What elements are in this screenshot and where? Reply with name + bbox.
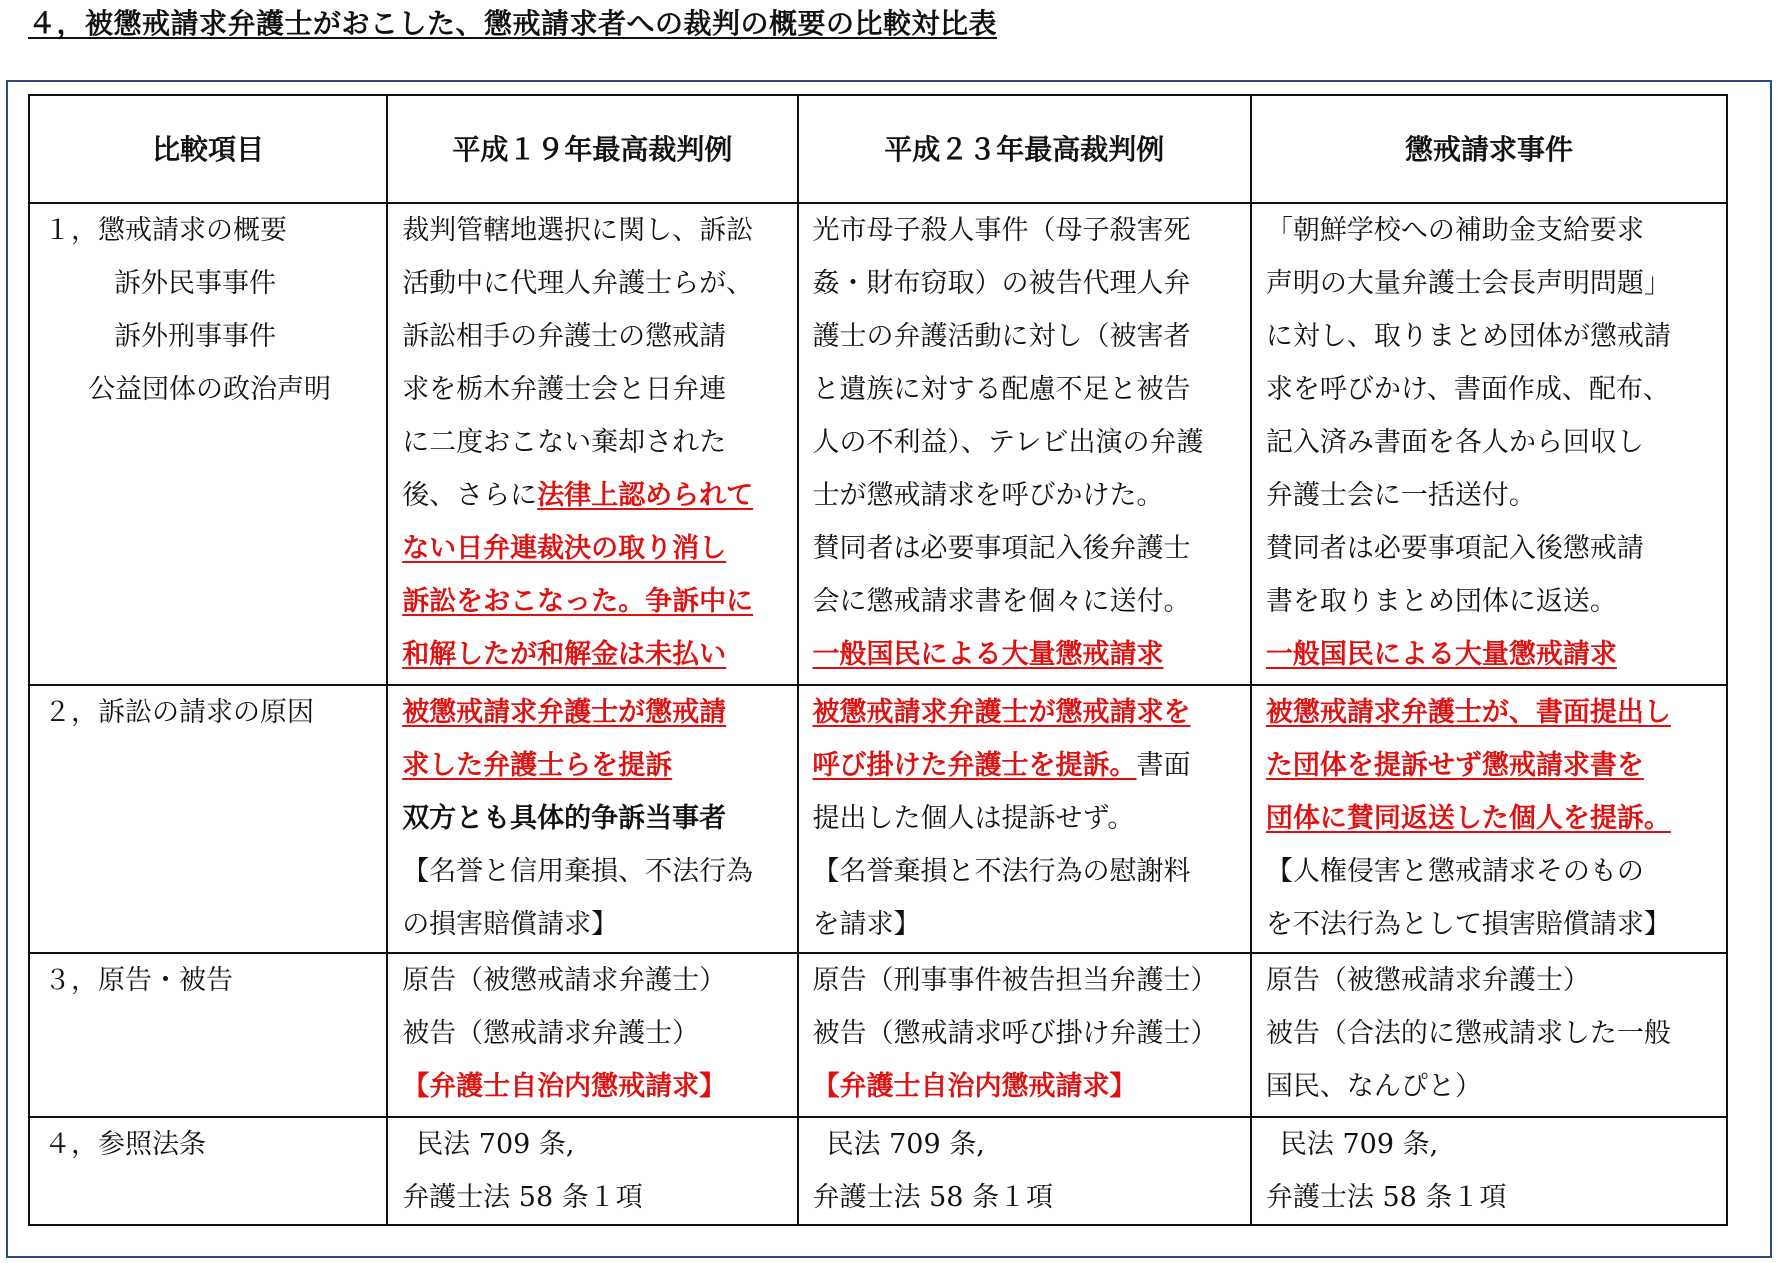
highlight-text: ない日弁連裁決の取り消し: [402, 533, 727, 564]
highlight-text: 一般国民による大量懲戒請求: [1265, 639, 1617, 670]
cell-line: 求を栃木弁護士会と日弁連: [402, 374, 727, 405]
cell-h23: [798, 203, 1251, 685]
cell-line: 「朝鮮学校への補助金支給要求: [1265, 215, 1644, 246]
cell-line: 【名誉棄損と不法行為の慰謝料: [812, 856, 1191, 887]
cell-line: 原告（刑事事件被告担当弁護士）: [812, 965, 1218, 996]
cell-line: 【人権侵害と懲戒請求そのもの: [1265, 856, 1644, 887]
cell-line: 書を取りまとめ団体に返送。: [1265, 586, 1617, 617]
cell-line: 記入済み書面を各人から回収し: [1265, 427, 1644, 458]
table-row: [29, 685, 1727, 953]
cell-line: 護士の弁護活動に対し（被害者: [812, 321, 1191, 352]
cell-disciplinary: [1251, 1117, 1727, 1225]
cell-line: 賛同者は必要事項記入後懲戒請: [1265, 533, 1644, 564]
cell-line: の損害賠償請求】: [402, 909, 619, 940]
row-sublabel: 公益団体の政治声明: [88, 374, 331, 405]
cell-h23: [798, 1117, 1251, 1225]
cell-line: 原告（被懲戒請求弁護士）: [402, 965, 727, 996]
row-label-cell: [29, 953, 387, 1117]
cell-h23: [798, 685, 1251, 953]
cell-text: 書面: [1136, 750, 1191, 781]
cell-line: に二度おこない棄却された: [402, 427, 727, 458]
cell-text: 後、さらに: [402, 480, 538, 511]
header-comparison-item: 比較項目: [29, 95, 387, 203]
row-sublabel: 訴外民事事件: [114, 268, 276, 299]
cell-line: 人の不利益）、テレビ出演の弁護: [812, 427, 1204, 458]
row-label: ２，訴訟の請求の原因: [44, 697, 314, 728]
cell-line: 民法 709 条,: [826, 1129, 985, 1160]
cell-h23: [798, 953, 1251, 1117]
highlight-text: 被懲戒請求弁護士が懲戒請求を: [812, 697, 1191, 728]
cell-line: 原告（被懲戒請求弁護士）: [1265, 965, 1590, 996]
cell-line: 活動中に代理人弁護士らが、: [402, 268, 754, 299]
cell-line: 賛同者は必要事項記入後弁護士: [812, 533, 1191, 564]
header-h23-ruling: 平成２３年最高裁判例: [798, 95, 1251, 203]
cell-disciplinary: [1251, 953, 1727, 1117]
page-title: ４，被懲戒請求弁護士がおこした、懲戒請求者への裁判の概要の比較対比表: [28, 7, 998, 40]
cell-line: 被告（懲戒請求弁護士）: [402, 1018, 700, 1049]
cell-disciplinary: [1251, 685, 1727, 953]
row-label-cell: [29, 203, 387, 685]
cell-line: に対し、取りまとめ団体が懲戒請: [1265, 321, 1671, 352]
cell-line: 【名誉と信用棄損、不法行為: [402, 856, 754, 887]
highlight-text: 呼び掛けた弁護士を提訴。: [812, 750, 1137, 781]
cell-line: 会に懲戒請求書を個々に送付。: [812, 586, 1191, 617]
cell-line: 弁護士法 58 条１項: [1265, 1182, 1507, 1213]
cell-line: 弁護士会に一括送付。: [1265, 480, 1536, 511]
cell-line: 国民、なんぴと）: [1265, 1071, 1482, 1102]
table-header-row: [29, 95, 1727, 203]
cell-line: 光市母子殺人事件（母子殺害死: [812, 215, 1191, 246]
highlight-text: 訴訟をおこなった。争訴中に: [402, 586, 754, 617]
cell-h19: [387, 685, 797, 953]
cell-line: 声明の大量弁護士会長声明問題」: [1265, 268, 1671, 299]
highlight-text: 被懲戒請求弁護士が懲戒請: [402, 697, 727, 728]
cell-line: [402, 469, 788, 522]
row-label-cell: [29, 1117, 387, 1225]
cell-line: を請求】: [812, 909, 921, 940]
highlight-text: 団体に賛同返送した個人を提訴。: [1265, 803, 1671, 834]
highlight-text: 法律上認められて: [537, 480, 754, 511]
cell-line: 民法 709 条,: [416, 1129, 575, 1160]
cell-line-bold: 双方とも具体的争訴当事者: [402, 803, 727, 834]
highlight-text: 【弁護士自治内懲戒請求】: [812, 1071, 1137, 1102]
cell-line: 訴訟相手の弁護士の懲戒請: [402, 321, 727, 352]
cell-line: 弁護士法 58 条１項: [402, 1182, 643, 1213]
row-label: １，懲戒請求の概要: [44, 215, 287, 246]
highlight-text: 一般国民による大量懲戒請求: [812, 639, 1164, 670]
header-h19-ruling: 平成１９年最高裁判例: [387, 95, 797, 203]
row-label: ４，参照法条: [44, 1129, 206, 1160]
highlight-text: た団体を提訴せず懲戒請求書を: [1265, 750, 1644, 781]
highlight-text: 被懲戒請求弁護士が、書面提出し: [1265, 697, 1671, 728]
cell-h19: [387, 203, 797, 685]
cell-line: 裁判管轄地選択に関し、訴訟: [402, 215, 754, 246]
cell-line: と遺族に対する配慮不足と被告: [812, 374, 1191, 405]
row-sublabel: 訴外刑事事件: [114, 321, 276, 352]
cell-disciplinary: [1251, 203, 1727, 685]
table-row: [29, 203, 1727, 685]
cell-line: 姦・財布窃取）の被告代理人弁: [812, 268, 1191, 299]
cell-line: 被告（合法的に懲戒請求した一般: [1265, 1018, 1671, 1049]
cell-line: 求を呼びかけ、書面作成、配布、: [1265, 374, 1670, 405]
highlight-text: 和解したが和解金は未払い: [402, 639, 727, 670]
highlight-text: 【弁護士自治内懲戒請求】: [402, 1071, 727, 1102]
table-row: [29, 1117, 1727, 1225]
cell-line: 提出した個人は提訴せず。: [812, 803, 1135, 834]
cell-h19: [387, 953, 797, 1117]
cell-h19: [387, 1117, 797, 1225]
highlight-text: 求した弁護士らを提訴: [402, 750, 673, 781]
row-label: ３，原告・被告: [44, 965, 233, 996]
cell-line: 士が懲戒請求を呼びかけた。: [812, 480, 1164, 511]
comparison-table: [28, 94, 1728, 1226]
table-row: [29, 953, 1727, 1117]
cell-line: を不法行為として損害賠償請求】: [1265, 909, 1671, 940]
row-label-cell: [29, 685, 387, 953]
cell-line: 弁護士法 58 条１項: [812, 1182, 1054, 1213]
header-disciplinary-case: 懲戒請求事件: [1251, 95, 1727, 203]
cell-line: 被告（懲戒請求呼び掛け弁護士）: [812, 1018, 1218, 1049]
cell-line: 民法 709 条,: [1279, 1129, 1439, 1160]
